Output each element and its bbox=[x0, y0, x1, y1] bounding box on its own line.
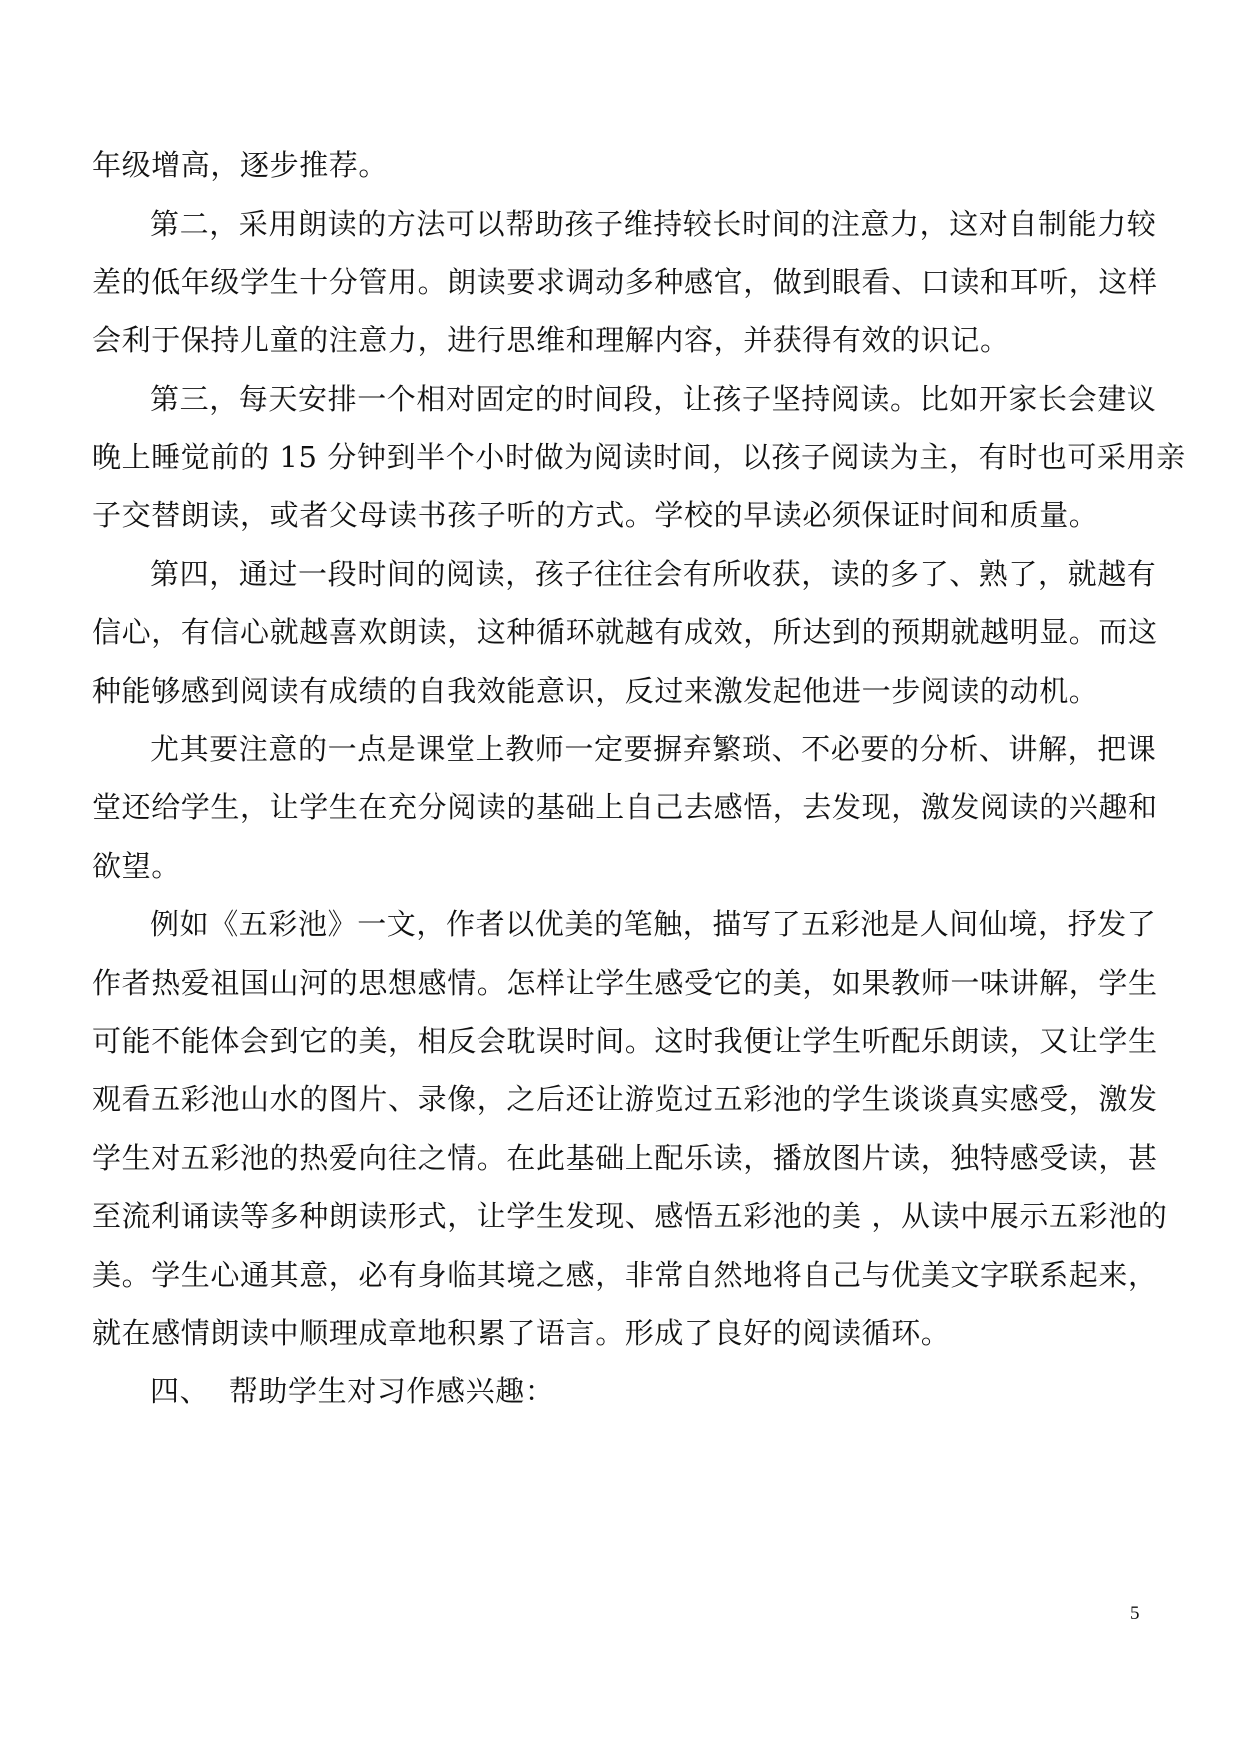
text-line: 欲望。 bbox=[92, 849, 181, 883]
text-line: 会利于保持儿童的注意力，进行思维和理解内容，并获得有效的识记。 bbox=[92, 323, 1010, 357]
page-number: 5 bbox=[1130, 1603, 1140, 1624]
text-line: 差的低年级学生十分管用。朗读要求调动多种感官，做到眼看、口读和耳听，这样 bbox=[92, 265, 1158, 299]
text-line: 尤其要注意的一点是课堂上教师一定要摒弃繁琐、不必要的分析、讲解，把课 bbox=[150, 732, 1157, 766]
text-line: 观看五彩池山水的图片、录像，之后还让游览过五彩池的学生谈谈真实感受，激发 bbox=[92, 1082, 1158, 1116]
text-line: 第四，通过一段时间的阅读，孩子往往会有所收获，读的多了、熟了，就越有 bbox=[150, 557, 1157, 591]
text-line: 信心，有信心就越喜欢朗读，这种循环就越有成效，所达到的预期就越明显。而这 bbox=[92, 615, 1158, 649]
text-line: 美。学生心通其意，必有身临其境之感，非常自然地将自己与优美文字联系起来， bbox=[92, 1258, 1158, 1292]
text-line: 可能不能体会到它的美，相反会耽误时间。这时我便让学生听配乐朗读，又让学生 bbox=[92, 1024, 1158, 1058]
text-line: 例如《五彩池》一文，作者以优美的笔触，描写了五彩池是人间仙境，抒发了 bbox=[150, 907, 1157, 941]
section-heading: 四、 帮助学生对习作感兴趣： bbox=[150, 1374, 555, 1408]
text-line: 第二，采用朗读的方法可以帮助孩子维持较长时间的注意力，这对自制能力较 bbox=[150, 207, 1157, 241]
text-line: 作者热爱祖国山河的思想感情。怎样让学生感受它的美，如果教师一味讲解，学生 bbox=[92, 966, 1158, 1000]
text-line: 至流利诵读等多种朗读形式，让学生发现、感悟五彩池的美 ，从读中展示五彩池的 bbox=[92, 1199, 1168, 1233]
text-line: 晚上睡觉前的 15 分钟到半个小时做为阅读时间，以孩子阅读为主，有时也可采用亲 bbox=[92, 440, 1186, 474]
text-line: 子交替朗读，或者父母读书孩子听的方式。学校的早读必须保证时间和质量。 bbox=[92, 498, 1099, 532]
text-line: 学生对五彩池的热爱向往之情。在此基础上配乐读，播放图片读，独特感受读，甚 bbox=[92, 1141, 1158, 1175]
text-line: 堂还给学生，让学生在充分阅读的基础上自己去感悟，去发现，激发阅读的兴趣和 bbox=[92, 790, 1158, 824]
text-line: 年级增高，逐步推荐。 bbox=[92, 148, 389, 182]
text-line: 第三，每天安排一个相对固定的时间段，让孩子坚持阅读。比如开家长会建议 bbox=[150, 382, 1157, 416]
text-line: 种能够感到阅读有成绩的自我效能意识，反过来激发起他进一步阅读的动机。 bbox=[92, 674, 1099, 708]
text-line: 就在感情朗读中顺理成章地积累了语言。形成了良好的阅读循环。 bbox=[92, 1316, 951, 1350]
